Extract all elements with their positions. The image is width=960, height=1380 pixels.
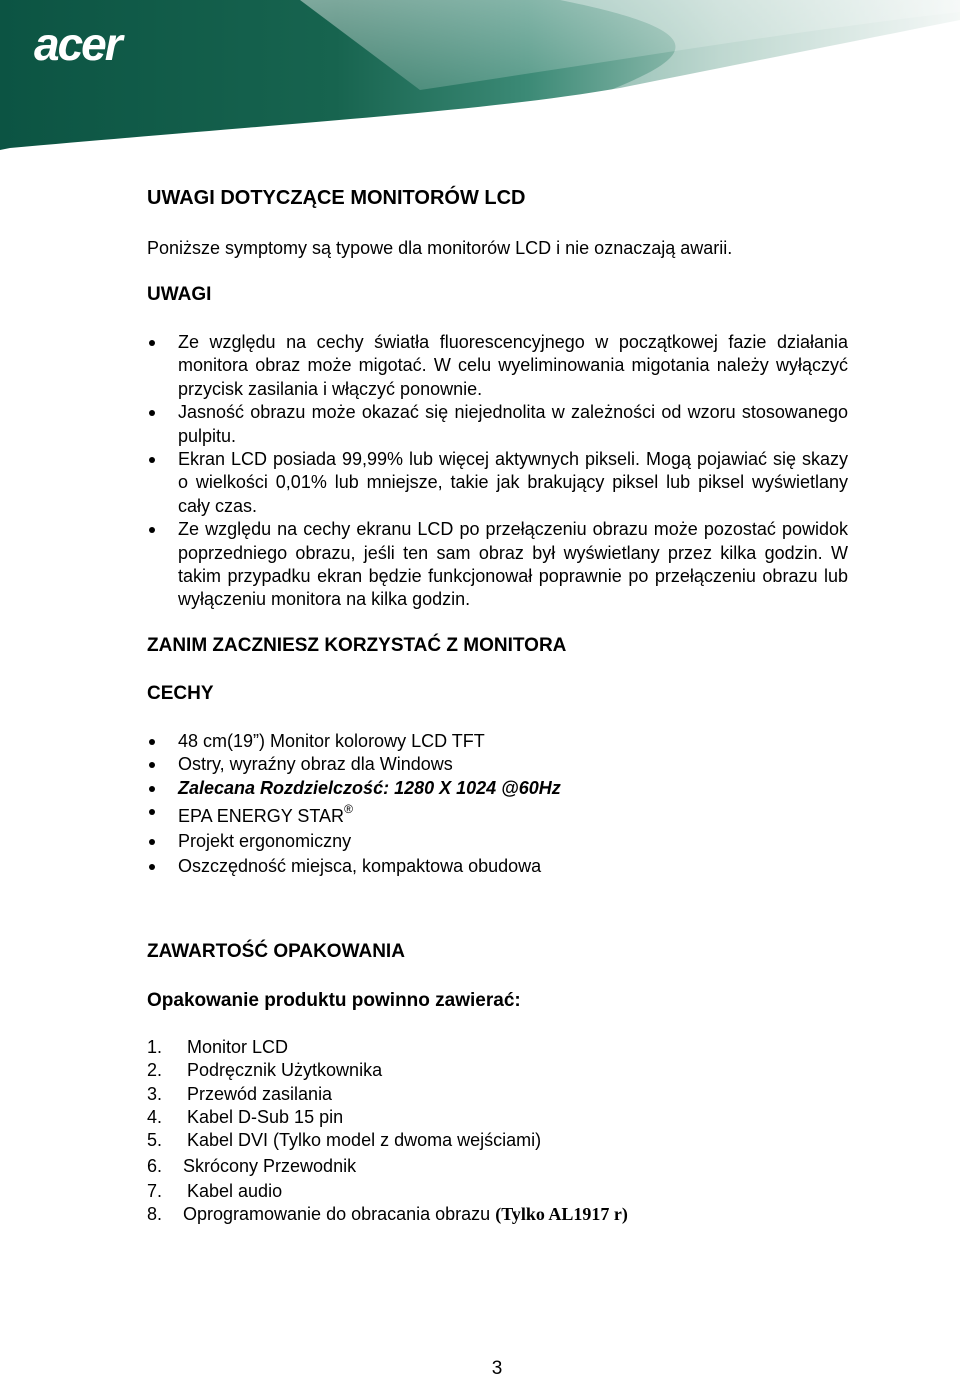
subtitle-cechy: CECHY (147, 683, 214, 704)
package-item: 5. Kabel DVI (Tylko model z dwoma wejściami) (147, 1130, 542, 1150)
banner-graphic (0, 0, 960, 150)
feature-item: EPA ENERGY STAR® (147, 800, 353, 828)
page-number: 3 (491, 1358, 503, 1379)
package-item: 8. Oprogramowanie do obracania obrazu (Tylko AL1917 r) (147, 1204, 628, 1224)
bullet-dot (149, 786, 155, 792)
header-banner (0, 0, 960, 150)
acer-logo: acer (34, 18, 121, 70)
registered-mark: ® (344, 802, 353, 816)
package-item: 6. Skrócony Przewodnik (147, 1156, 357, 1176)
list-item: Ze względu na cechy światła fluorescencyjnego w początkowej fazie działania monitora obraz może migotać. W celu wyeliminowania migotania należy wyłączyć przycisk zasilania i włączyć ponownie. (147, 331, 848, 401)
section-title-before-use: ZANIM ZACZNIESZ KORZYSTAĆ Z MONITORA (147, 635, 567, 656)
package-item: 7. Kabel audio (147, 1181, 283, 1201)
notes-list (147, 331, 848, 612)
section-title-package: ZAWARTOŚĆ OPAKOWANIA (147, 941, 405, 962)
subtitle-uwagi: UWAGI (147, 284, 212, 305)
package-item: 1. Monitor LCD (147, 1037, 289, 1057)
list-item: Jasność obrazu może okazać się niejednolita w zależności od wzoru stosowanego pulpitu. (147, 401, 848, 448)
feature-item: 48 cm(19”) Monitor kolorowy LCD TFT (147, 730, 485, 753)
package-item: 2. Podręcznik Użytkownika (147, 1060, 383, 1080)
section-title-lcd-notes: UWAGI DOTYCZĄCE MONITORÓW LCD (147, 187, 526, 209)
feature-item: Projekt ergonomiczny (147, 830, 351, 853)
bullet-dot (149, 809, 155, 815)
bullet-dot (149, 739, 155, 745)
list-item: Ze względu na cechy ekranu LCD po przełączeniu obrazu może pozostać powidok poprzedniego obrazu, jeśli ten sam obraz był wyświetlany przez kilka godzin. W takim przypadku ekran będzie funkcjonował poprawnie po przełączeniu obrazu lub wyłączeniu monitora na kilka godzin. (147, 518, 848, 612)
bullet-dot (149, 864, 155, 870)
bullet-dot (149, 839, 155, 845)
model-note: (Tylko AL1917 r) (495, 1204, 628, 1224)
subtitle-package-contents: Opakowanie produktu powinno zawierać: (147, 990, 521, 1011)
package-item: 4. Kabel D-Sub 15 pin (147, 1107, 344, 1127)
feature-item: Oszczędność miejsca, kompaktowa obudowa (147, 855, 541, 878)
bullet-dot (149, 762, 155, 768)
feature-item: Ostry, wyraźny obraz dla Windows (147, 753, 453, 776)
feature-item: Zalecana Rozdzielczość: 1280 X 1024 @60Hz (147, 777, 561, 800)
intro-text: Poniższe symptomy są typowe dla monitorów LCD i nie oznaczają awarii. (147, 238, 733, 258)
package-item: 3. Przewód zasilania (147, 1084, 333, 1104)
list-item: Ekran LCD posiada 99,99% lub więcej aktywnych pikseli. Mogą pojawiać się skazy o wielkości 0,01% lub mniejsze, takie jak brakujący piksel lub piksel wyświetlany cały czas. (147, 448, 848, 518)
